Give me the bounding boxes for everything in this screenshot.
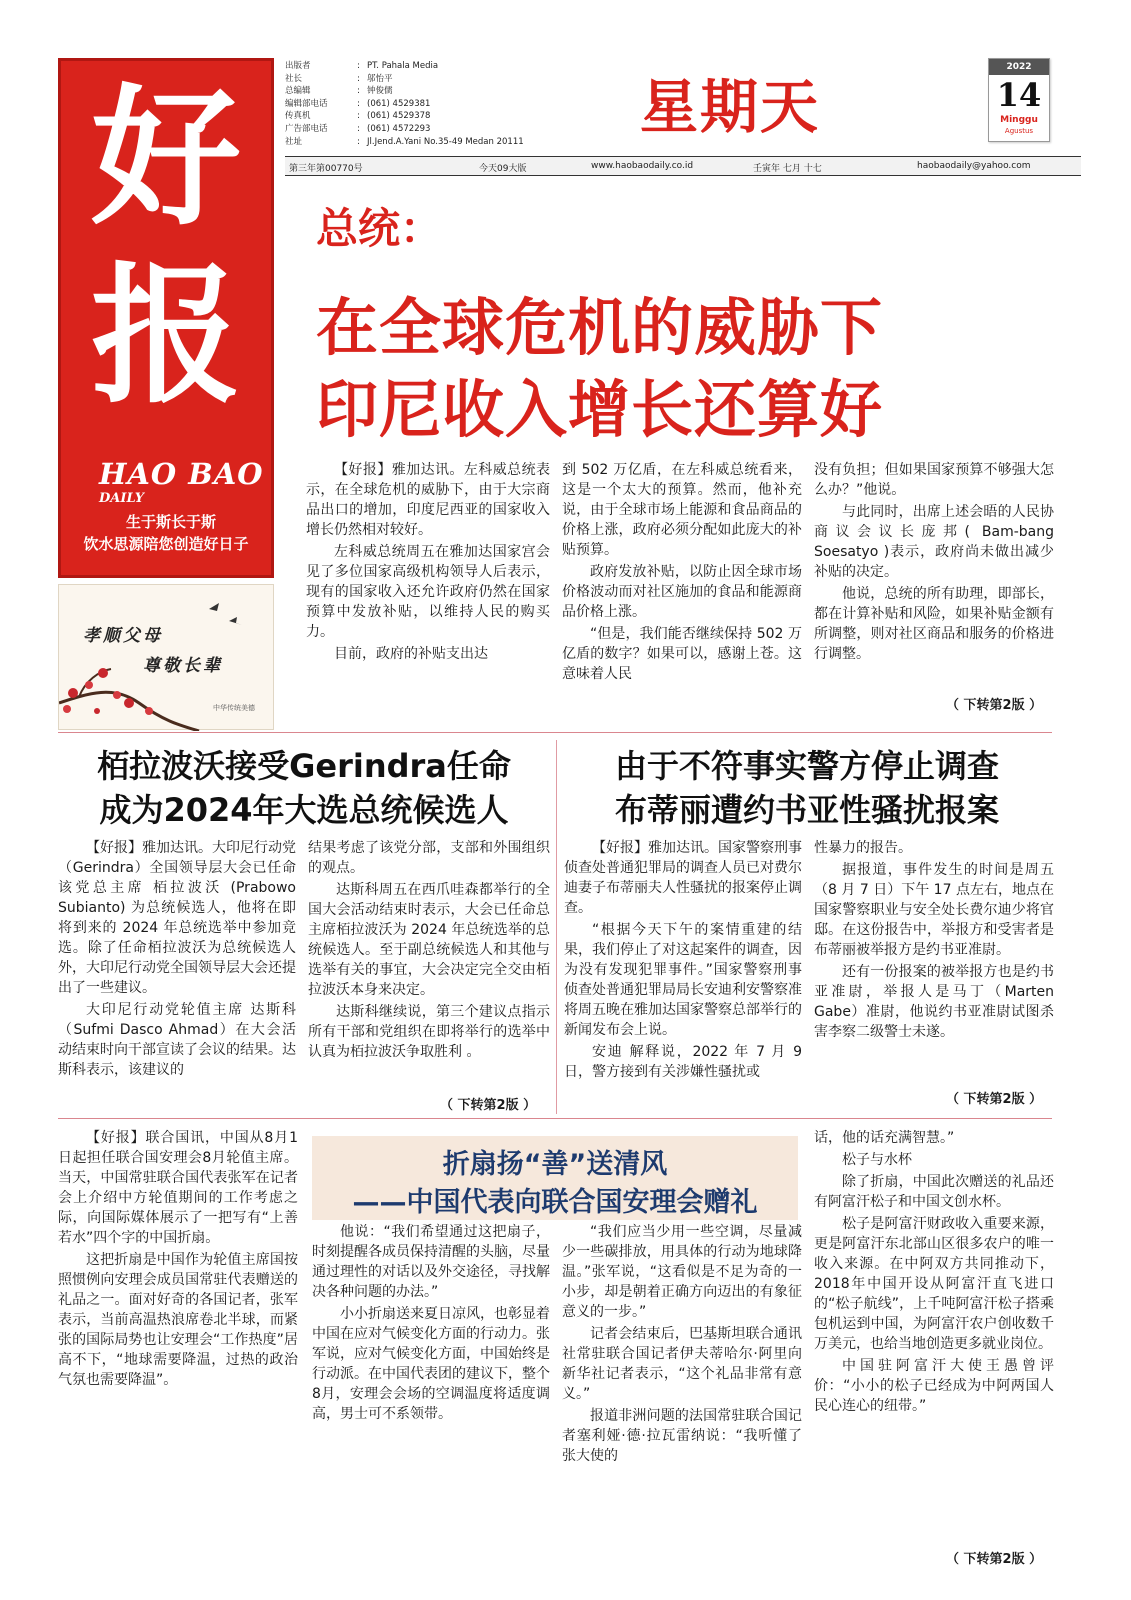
subheading: 松子与水杯 [842, 1152, 912, 1168]
story-right-title-2: 布蒂丽遭约书亚性骚扰报案 [614, 791, 999, 829]
lead-column-3 [814, 460, 1054, 666]
paragraph: 没有负担；但如果国家预算不够强大怎么办？”他说。 [814, 462, 1054, 498]
story-right-column-2 [814, 838, 1054, 1044]
page-count: 今天09大版 [479, 164, 527, 174]
story-left-column-1 [58, 838, 296, 1082]
info-bar [285, 156, 1081, 176]
imprint-value: (061) 4529378 [367, 111, 431, 122]
story-bottom-column-4 [814, 1128, 1054, 1418]
paragraph: 达斯科周五在西爪哇森都举行的全国大会活动结束时表示，大会已任命总主席栢拉波沃为 2024 年总统选举的总统候选人。至于副总统候选人和其他与选举有关的事宜，大会决定完全交由栢拉波沃本身来决定。 [308, 882, 550, 998]
calendar-icon [988, 58, 1050, 142]
paragraph: 政府发放补贴，以防止因全球市场价格波动而对社区施加的食品和能源商品价格上涨。 [562, 564, 802, 620]
logo-english: HAO BAO [99, 457, 264, 491]
paragraph: 【好报】雅加达讯。左科威总统表示，在全球危机的威胁下，由于大宗商品出口的增加，印度尼西亚的国家收入增长仍然相对较好。 [306, 462, 550, 538]
website-link[interactable]: www.haobaodaily.co.id [591, 161, 694, 171]
story-left-title-1: 栢拉波沃接受Gerindra任命 [97, 747, 511, 785]
imprint-label: 广告部电话 [285, 123, 328, 134]
paragraph: 左科威总统周五在雅加达国家宫会见了多位国家高级机构领导人后表示，现有的国家收入还允许政府仍然在国家预算中发放补贴，以维持人民的购买力。 [306, 544, 550, 640]
story-left-column-2 [308, 838, 550, 1064]
issue-number: 第三年第00770号 [289, 164, 363, 174]
continued-note: （ 下转第2版 ） [946, 698, 1043, 713]
paragraph: 松子是阿富汗财政收入重要来源，更是阿富汗东北部山区很多农户的唯一收入来源。在中阿双方共同推动下，2018年中国开设从阿富汗直飞进口的“松子航线”，上千吨阿富汗松子搭乘包机运到中国，为阿富汗农户创收数千万美元，也给当地创造更多就业岗位。 [814, 1216, 1054, 1352]
paragraph: 话，他的话充满智慧。” [814, 1130, 955, 1146]
paragraph: 除了折扇，中国此次赠送的礼品还有阿富汗松子和中国文创水杯。 [814, 1174, 1054, 1210]
story-right-column-1 [564, 838, 802, 1084]
imprint-label: 社址 [285, 136, 303, 147]
imprint-label: 编辑部电话 [285, 98, 328, 109]
paragraph: 结果考虑了该党分部，支部和外围组织的观点。 [308, 840, 550, 876]
continued-note: （ 下转第2版 ） [946, 1092, 1043, 1107]
paragraph: 【好报】雅加达讯。国家警察刑事侦查处普通犯罪局的调查人员已对费尔迪妻子布蒂丽夫人性骚扰的报案停止调查。 [564, 840, 802, 916]
ad-line-2: 尊敬长辈 [143, 656, 223, 676]
continued-note: （ 下转第2版 ） [946, 1552, 1043, 1567]
imprint-value: 邬怡平 [367, 73, 393, 84]
ad-line-1: 孝顺父母 [83, 626, 163, 646]
logo-slogan-2: 饮水思源陪您创造好日子 [83, 535, 249, 553]
imprint [285, 60, 545, 148]
imprint-value: PT. Pahala Media [367, 61, 439, 71]
paragraph: 中国驻阿富汗大使王愚曾评价：“小小的松子已经成为中阿两国人民心连心的纽带。” [814, 1358, 1054, 1414]
divider [58, 1118, 1052, 1119]
lead-headline-1: 在全球危机的威胁下 [316, 291, 884, 364]
calendar-day: 14 [996, 76, 1042, 114]
story-bottom-title-box [312, 1136, 798, 1220]
story-right-title-1: 由于不符事实警方停止调查 [614, 747, 999, 785]
lead-headline-2: 印尼收入增长还算好 [316, 373, 884, 446]
imprint-row: 出版者 : PT. Pahala Media [285, 61, 439, 71]
paragraph: 与此同时，出席上述会晤的人民协商议会议长庞邦( Bam-bang Soesatyo )表示，政府尚未做出减少补贴的决定。 [814, 504, 1054, 580]
paragraph: “但是，我们能否继续保持 502 万亿盾的数字？如果可以，感谢上苍。这意味着人民 [562, 626, 802, 682]
imprint-label: 社长 [285, 73, 303, 84]
paragraph: 报道非洲问题的法国常驻联合国记者塞利娅·德·拉瓦雷纳说：“我听懂了张大使的 [562, 1408, 802, 1464]
calendar-weekday: Minggu [1000, 115, 1038, 125]
story-bottom-title-2: ——中国代表向联合国安理会赠礼 [352, 1187, 758, 1218]
imprint-label: 传真机 [285, 111, 311, 122]
paragraph: 这把折扇是中国作为轮值主席国按照惯例向安理会成员国常驻代表赠送的礼品之一。面对好奇的各国记者，张军表示，当前高温热浪席卷北半球，而紧张的国际局势也让安理会“工作热度”居高不下，“地球需要降温，过热的政治气氛也需要降温”。 [58, 1252, 298, 1388]
imprint-row: 传真机 : (061) 4529378 [285, 111, 431, 122]
imprint-label: 总编辑 [285, 86, 311, 97]
divider [556, 740, 557, 1114]
imprint-row: 社长 : 邬怡平 [285, 73, 393, 84]
paragraph: 达斯科继续说，第三个建议点指示所有干部和党组织在即将举行的选举中认真为栢拉波沃争取胜利 。 [308, 1004, 550, 1060]
paragraph: 他说：“我们希望通过这把扇子，时刻提醒各成员保持清醒的头脑，尽量通过理性的对话以及外交途径，寻找解决各种问题的办法。” [312, 1224, 550, 1300]
imprint-value: Jl.Jend.A.Yani No.35-49 Medan 20111 [367, 136, 524, 147]
paragraph: 小小折扇送来夏日凉风，也彰显着中国在应对气候变化方面的行动力。张军说，应对气候变化方面，中国始终是行动派。在中国代表团的建议下，整个8月，安理会会场的空调温度将适度调高，男士可不系领带。 [312, 1306, 550, 1422]
weekday-title: 星期天 [640, 73, 821, 141]
paragraph: 还有一份报案的被举报方也是约书亚准尉，举报人是马丁（Marten Gabe）准尉，他说约书亚准尉试图杀害李察二级警士未遂。 [814, 964, 1054, 1040]
paragraph: 据报道，事件发生的时间是周五（8 月 7 日）下午 17 点左右，地点在国家警察职业与安全处长费尔迪少将官邸。在这份报告中，举报方和受害者是布蒂丽被举报方是约书亚准尉。 [814, 862, 1054, 958]
paragraph: “我们应当少用一些空调，尽量减少一些碳排放，用具体的行动为地球降温。”张军说，“这看似是不足为奇的一小步，却是朝着正确方向迈出的有象征意义的一步。” [562, 1224, 802, 1320]
paragraph: 记者会结束后，巴基斯坦联合通讯社常驻联合国记者伊夫蒂哈尔·阿里向新华社记者表示，“这个礼品非常有意义。” [562, 1326, 802, 1402]
logo-char-bao: 报 [90, 248, 241, 424]
paragraph: 大印尼行动党轮值主席 达斯科（Sufmi Dasco Ahmad）在大会活动结束时向干部宣读了会议的结果。达斯科表示，该建议的 [58, 1002, 296, 1078]
imprint-label: 出版者 [285, 61, 311, 71]
email-link[interactable]: haobaodaily@yahoo.com [917, 161, 1031, 171]
logo-char-hao: 好 [90, 70, 241, 246]
lead-column-1 [306, 460, 550, 666]
ad-box [58, 584, 274, 730]
imprint-value: 钟俊儒 [367, 86, 393, 97]
ad-caption: 中华传统美德 [213, 704, 255, 712]
imprint-value: (061) 4572293 [367, 123, 431, 134]
story-bottom-column-3 [562, 1222, 802, 1468]
imprint-row: 社址 : Jl.Jend.A.Yani No.35-49 Medan 20111 [285, 136, 524, 147]
imprint-row: 编辑部电话 : (061) 4529381 [285, 98, 431, 109]
paragraph: 目前，政府的补贴支出达 [334, 646, 488, 662]
story-bottom-column-2 [312, 1222, 550, 1426]
imprint-row: 总编辑 : 钟俊儒 [285, 86, 393, 97]
continued-note: （ 下转第2版 ） [440, 1098, 537, 1113]
lead-kicker: 总统： [316, 204, 443, 253]
story-bottom-title-1: 折扇扬“善”送清风 [442, 1149, 668, 1180]
logo-daily: DAILY [99, 491, 145, 506]
paragraph: 【好报】雅加达讯。大印尼行动党（Gerindra）全国领导层大会已任命该党总主席 栢拉波沃 (Prabowo Subianto) 为总统候选人，他将在即将到来的 2024 年总统选举中参加竞选。除了任命栢拉波沃为总统候选人外，大印尼行动党全国领导层大会还提出了一些建议。 [58, 840, 296, 996]
imprint-row: 广告部电话 : (061) 4572293 [285, 123, 431, 134]
masthead-logo [58, 58, 274, 578]
paragraph: 安迪 解释说，2022 年 7 月 9 日，警方接到有关涉嫌性骚扰或 [564, 1044, 802, 1080]
story-bottom-column-1 [58, 1128, 298, 1392]
logo-slogan-1: 生于斯长于斯 [125, 513, 216, 531]
paragraph: 性暴力的报告。 [814, 840, 912, 856]
calendar-year: 2022 [989, 59, 1049, 75]
paragraph: 到 502 万亿盾，在左科威总统看来，这是一个太大的预算。然而，他补充说，由于全球市场上能源和食品商品的价格上涨，政府必须分配如此庞大的补贴预算。 [562, 462, 802, 558]
story-left-title-2: 成为2024年大选总统候选人 [99, 791, 509, 829]
imprint-value: (061) 4529381 [367, 98, 431, 109]
lead-column-2 [562, 460, 802, 686]
divider [58, 732, 1052, 733]
paragraph: 【好报】联合国讯，中国从8月1日起担任联合国安理会8月轮值主席。当天，中国常驻联合国代表张军在记者会上介绍中方轮值期间的工作考虑之际，向国际媒体展示了一把写有“上善若水”四个字的中国折扇。 [58, 1130, 298, 1246]
calendar-month: Agustus [1004, 127, 1034, 135]
paragraph: 他说，总统的所有助理，即部长，都在计算补贴和风险，如果补贴金额有所调整，则对社区商品和服务的价格进行调整。 [814, 586, 1054, 662]
paragraph: “根据今天下午的案情重建的结果，我们停止了对这起案件的调查，因为没有发现犯罪事件。”国家警察刑事侦查处普通犯罪局局长安迪利安警察准将周五晚在雅加达国家警察总部举行的新闻发布会上说。 [564, 922, 802, 1038]
lunar-date: 壬寅年 七月 十七 [753, 164, 822, 174]
